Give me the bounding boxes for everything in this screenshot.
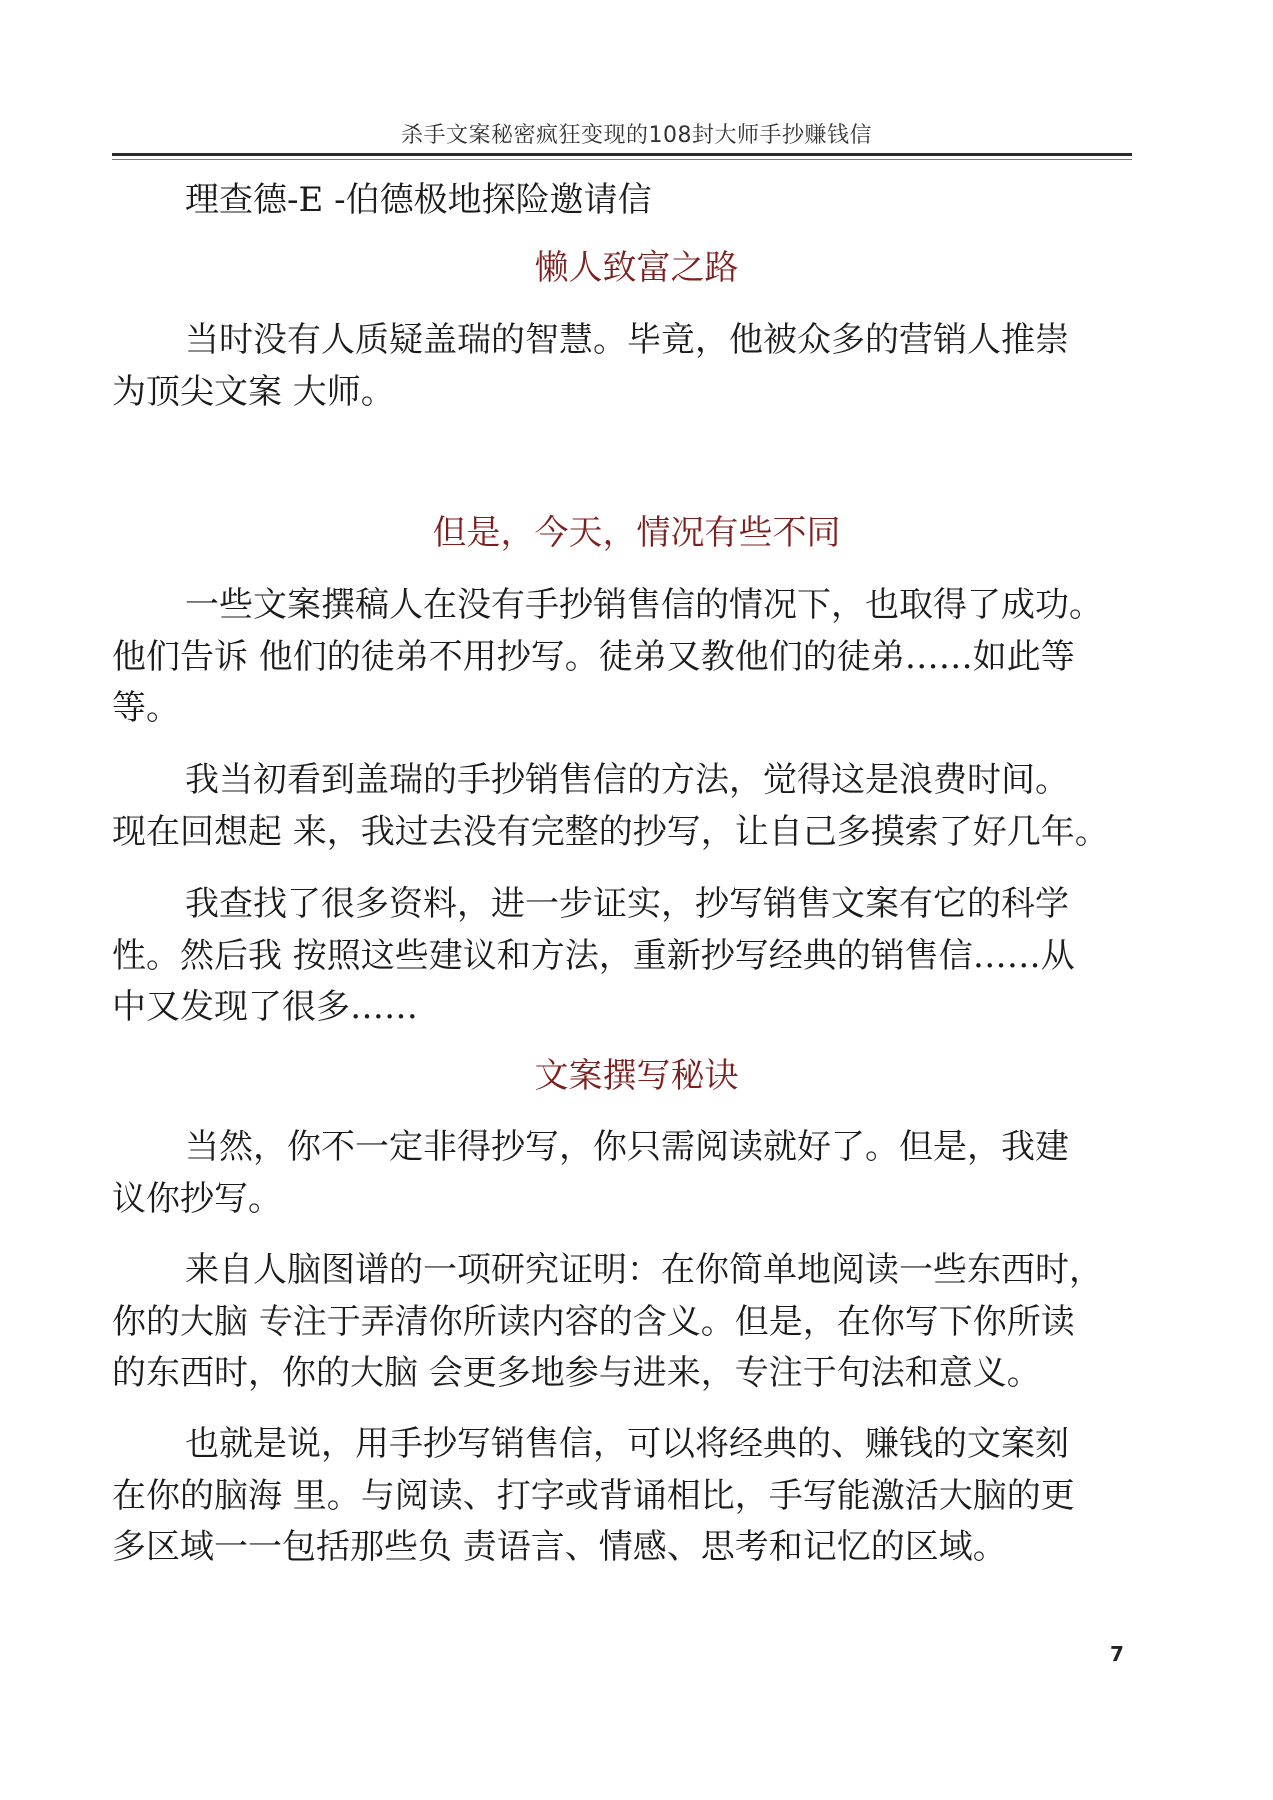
paragraph-6-line-3: 的东西时，你的大脑 会更多地参与进来，专注于句法和意义。 [112, 1353, 1041, 1393]
section-heading-2: 但是，今天，情况有些不同 [432, 513, 841, 553]
paragraph-6-line-1: 来自人脑图谱的一项研究证明：在你简单地阅读一些东西时， [185, 1250, 1103, 1290]
paragraph-4-line-3: 中又发现了很多…… [112, 987, 418, 1027]
letter-title: 理查德-E -伯德极地探险邀请信 [185, 180, 652, 220]
paragraph-7-line-1: 也就是说，用手抄写销售信，可以将经典的、赚钱的文案刻 [185, 1424, 1069, 1464]
paragraph-5-line-1: 当然，你不一定非得抄写，你只需阅读就好了。但是，我建 [185, 1127, 1069, 1167]
paragraph-2-line-3: 等。 [112, 688, 180, 728]
paragraph-6-line-2: 你的大脑 专注于弄清你所读内容的含义。但是，在你写下你所读 [112, 1302, 1075, 1342]
paragraph-7-line-2: 在你的脑海 里。与阅读、打字或背诵相比，手写能激活大脑的更 [112, 1476, 1075, 1516]
section-heading-3: 文案撰写秘诀 [534, 1056, 739, 1096]
paragraph-7-line-3: 多区域一一包括那些负 责语言、情感、思考和记忆的区域。 [112, 1527, 1007, 1567]
paragraph-3-line-1: 我当初看到盖瑞的手抄销售信的方法，觉得这是浪费时间。 [185, 760, 1069, 800]
header-rule [112, 153, 1132, 156]
header-rule-thin [112, 159, 1132, 160]
section-heading-1: 懒人致富之路 [534, 248, 739, 288]
paragraph-1-line-2: 为顶尖文案 大师。 [112, 372, 395, 412]
paragraph-1-line-1: 当时没有人质疑盖瑞的智慧。毕竟，他被众多的营销人推崇 [185, 320, 1069, 360]
paragraph-4-line-2: 性。然后我 按照这些建议和方法，重新抄写经典的销售信……从 [112, 936, 1075, 976]
page-number: 7 [1110, 1642, 1124, 1666]
running-header: 杀手文案秘密疯狂变现的108封大师手抄赚钱信 [401, 123, 872, 148]
paragraph-4-line-1: 我查找了很多资料，进一步证实，抄写销售文案有它的科学 [185, 884, 1069, 924]
paragraph-5-line-2: 议你抄写。 [112, 1179, 282, 1219]
paragraph-2-line-2: 他们告诉 他们的徒弟不用抄写。徒弟又教他们的徒弟……如此等 [112, 637, 1075, 677]
paragraph-3-line-2: 现在回想起 来，我过去没有完整的抄写，让自己多摸索了好几年。 [112, 812, 1109, 852]
paragraph-2-line-1: 一些文案撰稿人在没有手抄销售信的情况下，也取得了成功。 [185, 585, 1103, 625]
